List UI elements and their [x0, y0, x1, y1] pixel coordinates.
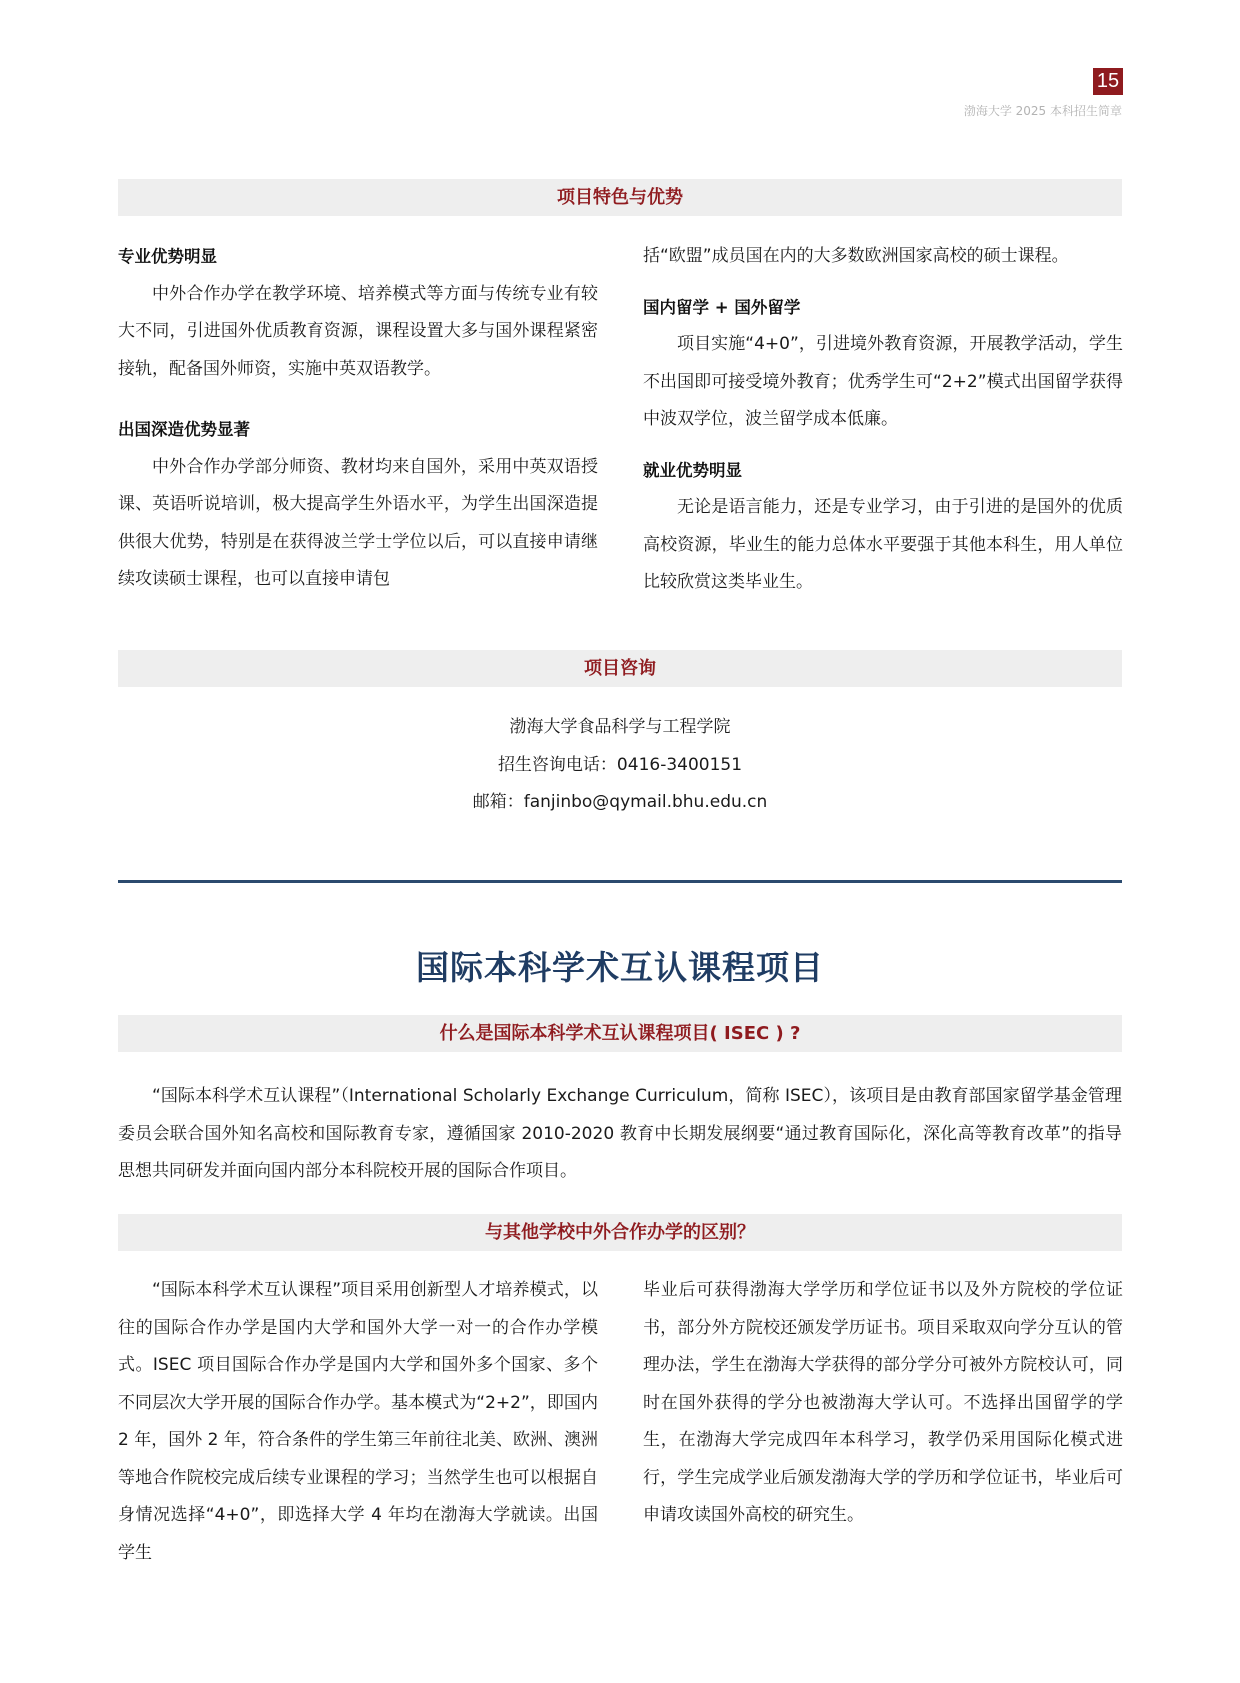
- difference-left-column: [118, 1272, 598, 1572]
- section-header-difference: 与其他学校中外合作办学的区别？: [118, 1214, 1122, 1251]
- features-right-column: [643, 238, 1123, 602]
- consult-info: [118, 709, 1122, 822]
- feature-heading: 就业优势明显: [643, 460, 742, 480]
- consult-phone: 招生咨询电话：0416-3400151: [497, 754, 743, 775]
- feature-heading: 出国深造优势显著: [118, 420, 250, 439]
- features-left-column: [118, 238, 598, 599]
- feature-heading: 国内留学 + 国外留学: [643, 297, 801, 317]
- consult-college: 渤海大学食品科学与工程学院: [509, 717, 731, 737]
- feature-heading: 专业优势明显: [118, 247, 217, 266]
- section-header-features: 项目特色与优势: [118, 179, 1122, 216]
- isec-intro-text: “国际本科学术互认课程”（International Scholarly Exchange Curriculum，简称 ISEC），该项目是由教育部国家留学基金管理委员会联合国外知名高校和国际教育专家，遵循国家 2010-2020 教育中长期发展纲要“通过教育国际化，深化高等教育改革”的指导思想共同研发并面向国内部分本科院校开展的国际合作项目。: [118, 1086, 1122, 1181]
- section-header-consult: 项目咨询: [118, 650, 1122, 687]
- consult-email[interactable]: 邮箱：fanjinbo@qymail.bhu.edu.cn: [472, 792, 768, 812]
- feature-text: 无论是语言能力，还是专业学习，由于引进的是国外的优质高校资源，毕业生的能力总体水平要强于其他本科生，用人单位比较欣赏这类毕业生。: [643, 497, 1123, 592]
- isec-title: 国际本科学术互认课程项目: [416, 948, 824, 987]
- section-header-what-is-isec: 什么是国际本科学术互认课程项目( ISEC ) ?: [118, 1015, 1122, 1052]
- feature-text: 中外合作办学部分师资、教材均来自国外，采用中英双语授课、英语听说培训，极大提高学生外语水平，为学生出国深造提供很大优势，特别是在获得波兰学士学位以后，可以直接申请继续攻读硕士课程，也可以直接申请包: [118, 456, 598, 589]
- page-number: 15: [1093, 68, 1123, 95]
- running-title: 渤海大学 2025 本科招生简章: [963, 104, 1122, 118]
- feature-text: 中外合作办学在教学环境、培养模式等方面与传统专业有较大不同，引进国外优质教育资源，课程设置大多与国外课程紧密接轨，配备国外师资，实施中英双语教学。: [118, 283, 598, 379]
- feature-text: 项目实施“4+0”，引进境外教育资源，开展教学活动，学生不出国即可接受境外教育；优秀学生可“2+2”模式出国留学获得中波双学位，波兰留学成本低廉。: [643, 334, 1123, 429]
- difference-right-column: [643, 1272, 1123, 1535]
- difference-text: “国际本科学术互认课程”项目采用创新型人才培养模式，以往的国际合作办学是国内大学和国外大学一对一的合作办学模式。ISEC 项目国际合作办学是国内大学和国外多个国家、多个不同层次大学开展的国际合作办学。基本模式为“2+2”，即国内 2 年，国外 2 年，符合条件的学生第三年前往北美、欧洲、澳洲等地合作院校完成后续专业课程的学习；当然学生也可以根据自身情况选择“4+0”，即选择大学 4 年均在渤海大学就读。出国学生: [118, 1280, 598, 1563]
- section-divider: [118, 880, 1122, 883]
- difference-text: 毕业后可获得渤海大学学历和学位证书以及外方院校的学位证书，部分外方院校还颁发学历证书。项目采取双向学分互认的管理办法，学生在渤海大学获得的部分学分可被外方院校认可，同时在国外获得的学分也被渤海大学认可。不选择出国留学的学生，在渤海大学完成四年本科学习，教学仍采用国际化模式进行，学生完成学业后颁发渤海大学的学历和学位证书，毕业后可申请攻读国外高校的研究生。: [643, 1280, 1123, 1525]
- feature-text-continuation: 括“欧盟”成员国在内的大多数欧洲国家高校的硕士课程。: [643, 246, 1069, 266]
